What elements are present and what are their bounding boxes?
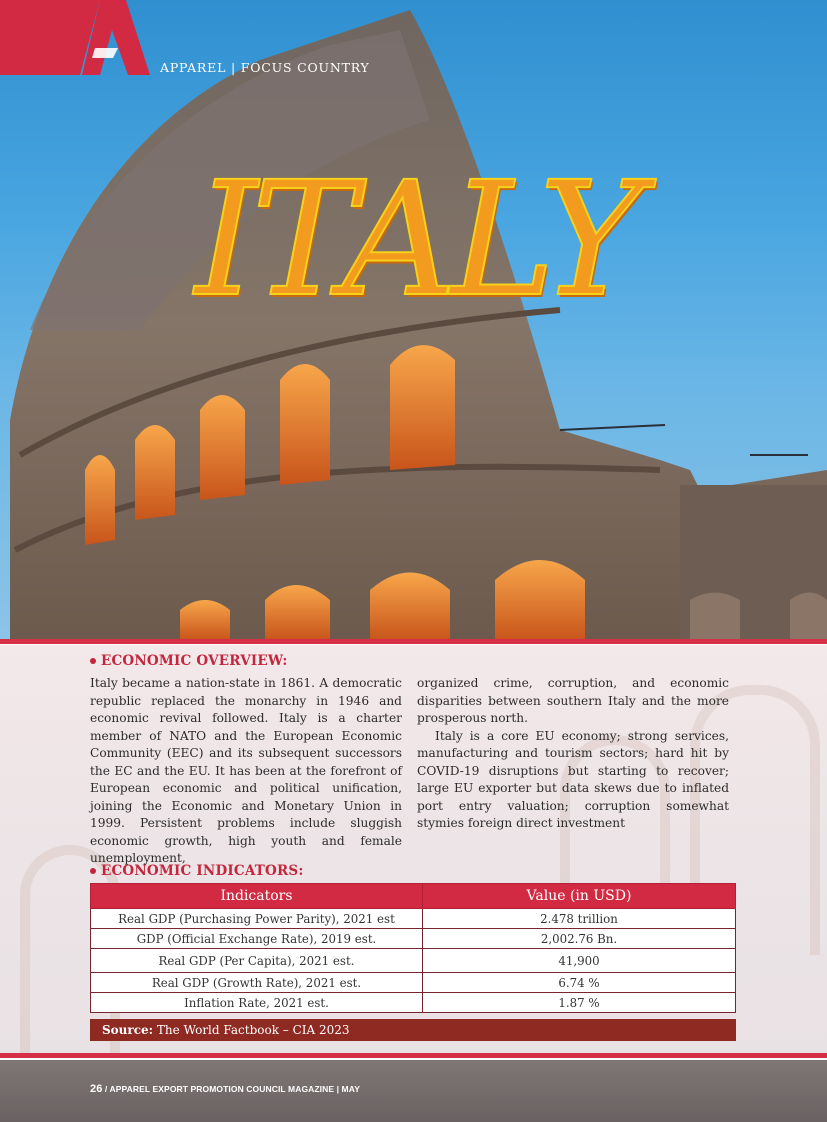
- bullet-icon: [90, 658, 96, 664]
- source-text: The World Factbook – CIA 2023: [156, 1023, 350, 1037]
- indicator-value: 6.74 %: [423, 973, 736, 993]
- indicators-heading: ECONOMIC INDICATORS:: [90, 863, 304, 879]
- table-row: [91, 909, 736, 929]
- apparel-logo: [0, 0, 150, 75]
- indicator-value: 1.87 %: [423, 993, 736, 1013]
- column-header-value: Value (in USD): [423, 884, 736, 909]
- table-row: [91, 993, 736, 1013]
- indicator-label: Inflation Rate, 2021 est.: [91, 993, 423, 1013]
- source-bar: [90, 1019, 736, 1041]
- page-footer: [90, 1083, 360, 1095]
- source-label: Source:: [102, 1023, 154, 1037]
- overview-paragraph-2: organized crime, corruption, and economic disparities between southern Italy and the more prosperous north.: [417, 676, 729, 725]
- indicator-label: GDP (Official Exchange Rate), 2019 est.: [91, 929, 423, 949]
- indicator-value: 2.478 trillion: [423, 909, 736, 929]
- page-number: 26: [90, 1083, 103, 1095]
- bullet-icon: [90, 868, 96, 874]
- indicator-value: 2,002.76 Bn.: [423, 929, 736, 949]
- indicator-label: Real GDP (Per Capita), 2021 est.: [91, 949, 423, 973]
- publication-name: / APPAREL EXPORT PROMOTION COUNCIL MAGAZINE | MAY: [104, 1084, 360, 1094]
- divider-bottom: [0, 1053, 827, 1058]
- overview-column-2: [417, 675, 729, 833]
- section-label: APPAREL | FOCUS COUNTRY: [160, 60, 370, 75]
- overview-heading: ECONOMIC OVERVIEW:: [90, 653, 288, 669]
- overview-column-1: [90, 675, 402, 868]
- indicator-label: Real GDP (Growth Rate), 2021 est.: [91, 973, 423, 993]
- table-row: [91, 929, 736, 949]
- indicators-table: [90, 883, 736, 1013]
- divider-top: [0, 639, 827, 644]
- table-header-row: [91, 884, 736, 909]
- indicator-label: Real GDP (Purchasing Power Parity), 2021 est: [91, 909, 423, 929]
- overview-paragraph-1: Italy became a nation-state in 1861. A democratic republic replaced the monarchy in 1946 and economic revival followed. Italy is a charter member of NATO and the European Economic Community (EEC) and its subsequent successors the EC and the EU. It has been at the forefront of European economic and political unification, joining the Economic and Monetary Union in 1999. Persistent problems include sluggish economic growth, high youth and female unemployment,: [90, 676, 402, 865]
- table-row: [91, 973, 736, 993]
- table-row: [91, 949, 736, 973]
- country-title: ITALY: [195, 148, 638, 332]
- indicator-value: 41,900: [423, 949, 736, 973]
- overview-paragraph-3: Italy is a core EU economy; strong services, manufacturing and tourism sectors; hard hit by COVID-19 disruptions but starting to recover; large EU exporter but data skews due to inflated port entry valuation; corruption somewhat stymies foreign direct investment: [417, 728, 729, 830]
- column-header-indicators: Indicators: [91, 884, 423, 909]
